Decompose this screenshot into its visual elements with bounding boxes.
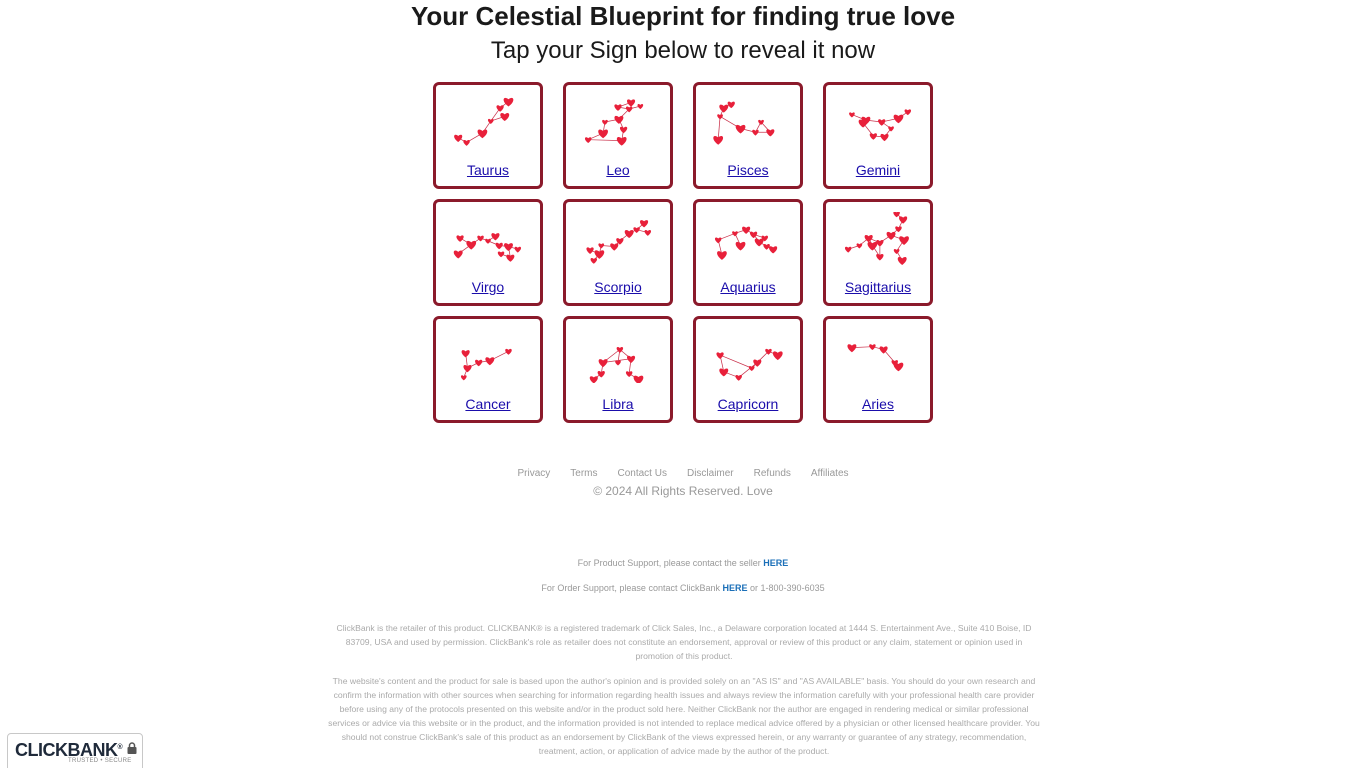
heart-star-icon (491, 233, 499, 240)
constellation-line (718, 116, 720, 139)
sign-link-sagittarius[interactable]: Sagittarius (844, 279, 912, 295)
registered-mark: ® (117, 744, 123, 751)
heart-star-icon (617, 347, 623, 353)
sagittarius-constellation-icon (840, 212, 916, 266)
product-support-text: For Product Support, please contact the seller (577, 558, 761, 568)
heart-star-icon (627, 356, 635, 363)
heart-star-icon (865, 235, 873, 242)
heart-star-icon (496, 243, 503, 250)
clickbank-trust-badge[interactable] (7, 733, 143, 768)
heart-star-icon (515, 247, 521, 253)
heart-star-icon (466, 241, 476, 250)
heart-star-icon (617, 137, 627, 146)
heart-star-icon (602, 120, 608, 125)
capricorn-constellation-icon (710, 329, 786, 383)
libra-constellation-icon (580, 329, 656, 383)
heart-star-icon (769, 246, 777, 253)
heart-star-icon (845, 247, 851, 253)
heart-star-icon (847, 344, 856, 352)
leo-constellation-icon (580, 95, 656, 149)
heart-star-icon (732, 231, 738, 236)
order-support-link[interactable]: HERE (722, 583, 748, 593)
order-support-phone: or 1-800-390-6035 (750, 583, 825, 593)
heart-star-icon (590, 376, 598, 383)
heart-star-icon (645, 230, 651, 236)
gemini-constellation-icon (840, 95, 916, 149)
sign-link-leo[interactable]: Leo (606, 162, 630, 178)
sign-card-libra[interactable] (563, 316, 673, 423)
sign-card-gemini[interactable] (823, 82, 933, 189)
heart-star-icon (878, 119, 885, 126)
heart-star-icon (717, 114, 723, 119)
footer-link-contact-us[interactable]: Contact Us (617, 468, 667, 479)
heart-star-icon (620, 127, 627, 134)
heart-star-icon (894, 363, 904, 372)
sign-card-pisces[interactable] (693, 82, 803, 189)
heart-star-icon (766, 129, 774, 136)
virgo-constellation-icon (450, 212, 526, 266)
heart-star-icon (475, 360, 482, 367)
heart-star-icon (898, 257, 907, 265)
heart-star-icon (505, 349, 511, 355)
heart-star-icon (485, 239, 491, 244)
heart-star-icon (752, 130, 758, 136)
heart-star-icon (640, 220, 648, 227)
sign-card-cancer[interactable] (433, 316, 543, 423)
heart-star-icon (456, 235, 463, 242)
scorpio-constellation-icon (580, 212, 656, 266)
sign-card-capricorn[interactable] (693, 316, 803, 423)
sign-card-leo[interactable] (563, 82, 673, 189)
heart-star-icon (869, 344, 875, 350)
sign-card-aries[interactable] (823, 316, 933, 423)
heart-star-icon (715, 237, 721, 243)
heart-star-icon (638, 104, 644, 109)
heart-star-icon (591, 258, 597, 264)
sign-card-sagittarius[interactable] (823, 199, 933, 306)
page-subheading: Tap your Sign below to reveal it now (490, 37, 876, 64)
page-headline: Your Celestial Blueprint for finding true love (410, 1, 956, 31)
aries-constellation-icon (840, 329, 916, 383)
heart-star-icon (598, 243, 604, 248)
footer-link-privacy[interactable]: Privacy (517, 468, 551, 479)
sign-card-aquarius[interactable] (693, 199, 803, 306)
sign-link-capricorn[interactable]: Capricorn (717, 396, 779, 412)
heart-star-icon (876, 240, 883, 247)
heart-star-icon (719, 105, 728, 113)
heart-star-icon (857, 243, 863, 248)
footer-link-affiliates[interactable]: Affiliates (810, 468, 849, 479)
heart-star-icon (462, 350, 470, 357)
lock-icon (126, 742, 138, 754)
sign-card-virgo[interactable] (433, 199, 543, 306)
heart-star-icon (461, 375, 467, 380)
heart-star-icon (634, 376, 644, 383)
heart-star-icon (625, 230, 634, 238)
heart-star-icon (728, 102, 735, 109)
heart-star-icon (773, 351, 783, 360)
sign-card-scorpio[interactable] (563, 199, 673, 306)
pisces-constellation-icon (710, 95, 786, 149)
heart-star-icon (586, 247, 593, 254)
heart-star-icon (742, 227, 750, 234)
heart-star-icon (880, 134, 888, 141)
sign-link-aquarius[interactable]: Aquarius (720, 279, 776, 295)
heart-star-icon (887, 232, 896, 240)
heart-star-icon (716, 352, 723, 359)
constellation-line (720, 355, 752, 368)
sign-link-pisces[interactable]: Pisces (727, 162, 769, 178)
heart-star-icon (633, 227, 639, 233)
heart-star-icon (763, 244, 769, 250)
constellation-line (588, 140, 622, 141)
footer-nav (0, 468, 1366, 479)
sign-link-aries[interactable]: Aries (862, 396, 894, 412)
heart-star-icon (899, 216, 907, 223)
heart-star-icon (868, 242, 878, 251)
heart-star-icon (614, 116, 623, 124)
heart-star-icon (454, 251, 463, 259)
taurus-constellation-icon (450, 95, 526, 149)
heart-star-icon (627, 99, 635, 106)
heart-star-icon (736, 125, 746, 134)
heart-star-icon (585, 137, 591, 143)
clickbank-retailer-disclaimer: ClickBank is the retailer of this product. CLICKBANK® is a registered trademark of Click Sales, Inc., a Delaware corporation located at 1444 S. Entertainment Ave., Suite 410 Boise, ID 83709, USA and used by permission. ClickBank's role as retailer does not constitute an endorsement, approval or review of this product or any claim, statement or opinion used in promotion of this product. (336, 623, 1032, 661)
cancer-constellation-icon (450, 329, 526, 383)
heart-star-icon (893, 212, 899, 217)
constellation-line (739, 363, 758, 378)
content-disclaimer: The website's content and the product for sale is based upon the author's opinion and is provided solely on an "AS IS" and "AS AVAILABLE" basis. You should do your own research and confirm the information with other sources when searching for information regarding health issues and always review the information carefully with your professional health care provider before using any of the protocols presented on this website and/or in the product sold here. Neither ClickBank nor the author are engaged in rendering medical or similar professional services or advice via this website or in the product, and the information provided is not intended to replace medical advice offered by a physician or other licensed healthcare provider. You should not construe ClickBank's sale of this product as an endorsement by ClickBank of the views expressed herein, or any warranty or guarantee of any strategy, recommendation, treatment, action, or application of advice made by the author of the product. (328, 676, 1040, 756)
badge-tagline: TRUSTED • SECURE (68, 758, 132, 764)
heart-star-icon (849, 112, 855, 117)
heart-star-icon (498, 251, 504, 257)
product-support-link[interactable]: HERE (763, 558, 789, 568)
zodiac-sign-grid (433, 82, 933, 423)
heart-star-icon (894, 115, 904, 124)
heart-star-icon (478, 130, 488, 139)
heart-star-icon (736, 242, 746, 251)
footer-link-disclaimer[interactable]: Disclaimer (686, 468, 734, 479)
heart-star-icon (463, 140, 469, 146)
heart-star-icon (717, 251, 727, 260)
sign-link-taurus[interactable]: Taurus (466, 162, 510, 178)
heart-star-icon (485, 357, 494, 365)
heart-star-icon (755, 238, 764, 246)
heart-star-icon (894, 249, 900, 254)
heart-star-icon (719, 368, 728, 376)
heart-star-icon (496, 105, 503, 112)
sign-link-libra[interactable]: Libra (602, 396, 634, 412)
heart-star-icon (905, 109, 911, 115)
heart-star-icon (598, 130, 608, 139)
heart-star-icon (599, 359, 608, 367)
heart-star-icon (899, 236, 909, 245)
heart-star-icon (504, 98, 514, 107)
footer-link-refunds[interactable]: Refunds (753, 468, 791, 479)
heart-star-icon (614, 104, 621, 111)
heart-star-icon (454, 135, 462, 142)
heart-star-icon (504, 243, 513, 251)
heart-star-icon (870, 133, 877, 140)
clickbank-logo-name: CLICKBANK (15, 740, 118, 760)
footer-link-terms[interactable]: Terms (570, 468, 598, 479)
aquarius-constellation-icon (710, 212, 786, 266)
order-support-text: For Order Support, please contact ClickBank (541, 583, 720, 593)
heart-star-icon (488, 119, 494, 124)
heart-star-icon (735, 375, 741, 381)
copyright-text: © 2024 All Rights Reserved. Love (593, 484, 773, 498)
sign-link-scorpio[interactable]: Scorpio (594, 279, 642, 295)
heart-star-icon (477, 236, 483, 242)
sign-card-taurus[interactable] (433, 82, 543, 189)
sign-link-gemini[interactable]: Gemini (855, 162, 901, 178)
heart-star-icon (610, 243, 618, 250)
sign-link-virgo[interactable]: Virgo (471, 279, 505, 295)
product-support-line (0, 558, 1366, 568)
sign-link-cancer[interactable]: Cancer (465, 396, 511, 412)
heart-star-icon (500, 113, 509, 121)
order-support-line (0, 583, 1366, 593)
